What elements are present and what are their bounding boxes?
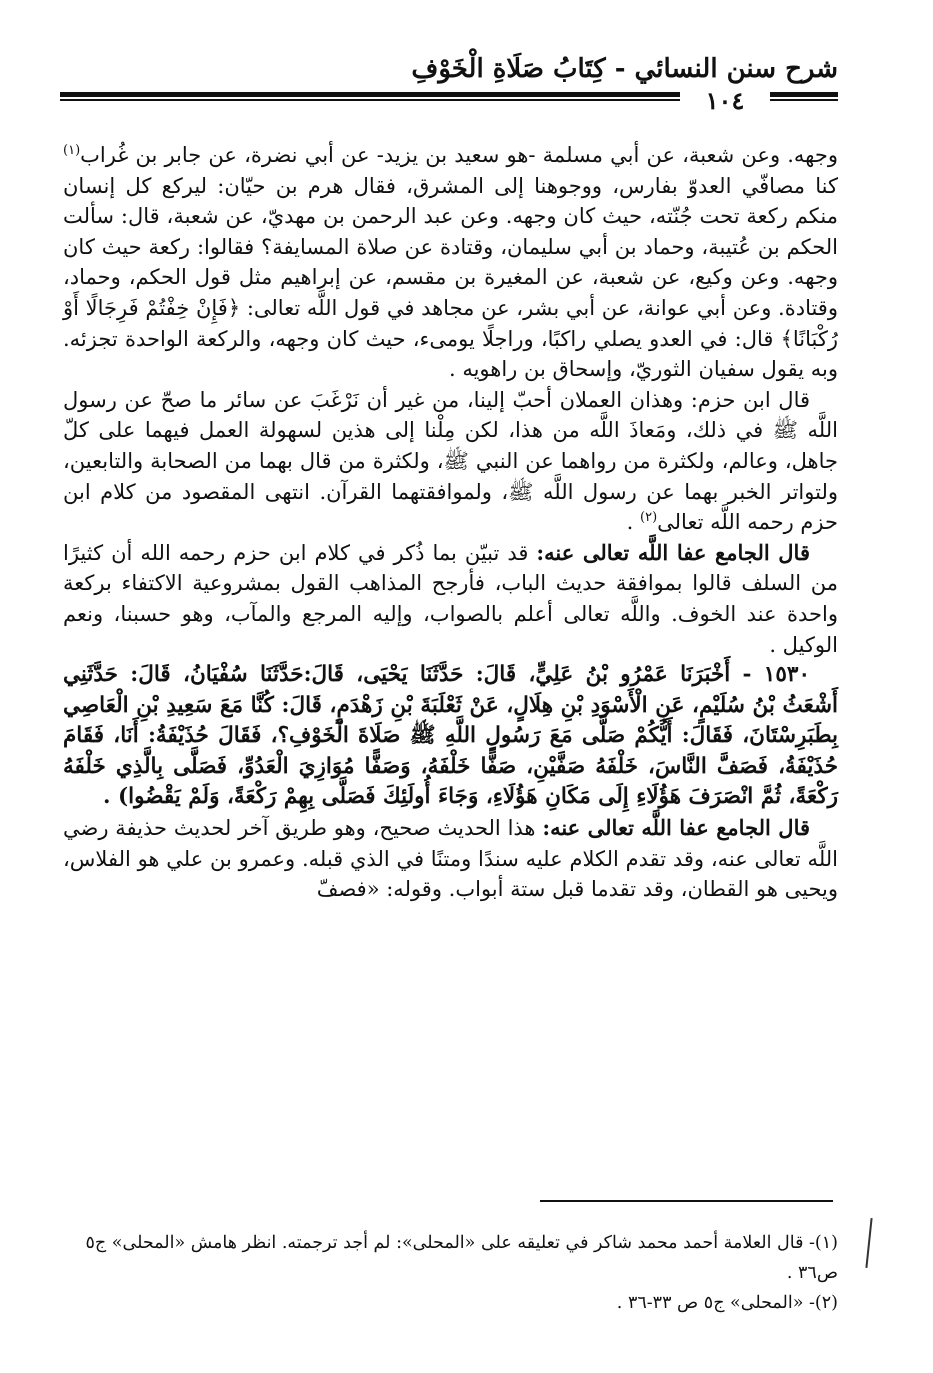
paragraph-1-text: وجهه. وعن شعبة، عن أبي مسلمة -هو سعيد بن يزيد- عن أبي نضرة، عن جابر بن غُراب: [80, 143, 838, 167]
paragraph-2-text: قال ابن حزم: وهذان العملان أحبّ إلينا، من غير أن نَرْغَبَ عن سائر ما صحّ عن رسول اللَّه ﷺ في ذلك، ومَعاذَ اللَّه من هذا، لكن مِلْنا إلى هذين لسهولة العمل فيهما على كلّ جاهل، وعالم، ولكثرة من رواهما عن النبي ﷺ، ولكثرة من قال بهما من الصحابة والتابعين، ولتواتر الخبر بهما عن رسول اللَّه ﷺ، ولموافقتهما القرآن. انتهى المقصود من كلام ابن حزم رحمه اللَّه تعالى: [63, 387, 838, 535]
paragraph-1-rest: كنا مصافّي العدوّ بفارس، ووجوهنا إلى المشرق، فقال هرم بن حيّان: ليركع كل إنسان منكم ركعة تحت جُنّته، حيث كان وجهه. وعن عبد الرحمن بن مهديّ، عن شعبة، قال: سألت الحكم بن عُتيبة، وحماد بن أبي سليمان، وقتادة عن صلاة المسايفة؟ فقالوا: ركعة حيث كان وجهه. وعن وكيع، عن شعبة، عن المغيرة بن مقسم، عن إبراهيم مثل قول الحكم، وحماد، وقتادة. وعن أبي عوانة، عن أبي بشر، عن مجاهد في قول اللَّه تعالى: ﴿فَإِنْ خِفْتُمْ فَرِجَالًا أَوْ رُكْبَانًا﴾ قال: في العدو يصلي راكبًا، وراجلًا يومىء، حيث كان وجهه، والركعة الواحدة تجزئه. وبه يقول سفيان الثوريّ، وإسحاق بن راهويه .: [63, 173, 838, 382]
paragraph-4: [63, 813, 838, 905]
paragraph-1: [63, 140, 838, 385]
hadith-number: ١٥٣٠: [763, 662, 810, 688]
paragraph-2: [63, 385, 838, 538]
paragraph-3-text: قد تبيّن بما ذُكر في كلام ابن حزم رحمه الله أن كثيرًا من السلف قالوا بموافقة حديث الباب، فأرجح المذاهب القول بمشروعية الاكتفاء بركعة واحدة عند الخوف. واللَّه تعالى أعلم بالصواب، وإليه المرجع والمآب، وهو حسبنا، ونعم الوكيل .: [63, 540, 838, 657]
footnote-ref-1: (١): [63, 143, 81, 158]
page-number: ١٠٤: [680, 88, 770, 114]
compiler-lead-2: قال الجامع عفا اللَّه تعالى عنه:: [542, 815, 811, 841]
footnote-2: (٢)- «المحلى» ج٥ ص ٣٣-٣٦ .: [616, 1293, 838, 1313]
paragraph-3: [63, 538, 838, 660]
footnote-1: (١)- قال العلامة أحمد محمد شاكر في تعليقه على «المحلى»: لم أجد ترجمته. انظر هامش «المحلى» ج٥ ص٣٦ .: [85, 1233, 838, 1283]
main-text: [63, 140, 838, 905]
hadith-body: - أَخْبَرَنَا عَمْرُو بْنُ عَلِيٍّ، قَالَ: حَدَّثَنَا يَحْيَى، قَالَ:حَدَّثَنَا سُفْيَانُ، قَالَ: حَدَّثَنِي أَشْعَثُ بْنُ سُلَيْمٍ، عَنِ الْأَسْوَدِ بْنِ هِلَالٍ، عَنْ ثَعْلَبَةَ بْنِ زَهْدَمٍ، قَالَ: كُنَّا مَعَ سَعِيدِ بْنِ الْعَاصِي بِطَبَرِسْتَانَ، فَقَالَ: أَيُّكُمْ صَلَّى مَعَ رَسُولِ اللَّهِ ﷺ صَلَاةَ الْخَوْفِ؟، فَقَالَ حُذَيْفَةُ: أَنَا، فَقَامَ حُذَيْفَةُ، فَصَفَّ النَّاسَ، خَلْفَهُ صَفَّيْنِ، صَفًّا خَلْفَهُ، وَصَفًّا مُوَازِيَ الْعَدُوِّ، فَصَلَّى بِالَّذِي خَلْفَهُ رَكْعَةً، ثُمَّ انْصَرَفَ هَؤُلَاءِ إِلَى مَكَانِ هَؤُلَاءِ، وَجَاءَ أُولَئِكَ فَصَلَّى بِهِمْ رَكْعَةً، وَلَمْ يَقْضُوا) .: [63, 662, 838, 810]
compiler-lead-1: قال الجامع عفا اللَّه تعالى عنه:: [536, 539, 810, 565]
margin-mark: [865, 1218, 872, 1268]
paragraph-4-text: هذا الحديث صحيح، وهو طريق آخر لحديث حذيفة رضي اللَّه تعالى عنه، وقد تقدم الكلام عليه سندًا ومتنًا في الذي قبله. وعمرو بن علي هو الفلاس، ويحيى هو القطان، وقد تقدما قبل ستة أبواب. وقوله: «فصفّ: [63, 816, 838, 902]
page-number-rule-thin: [778, 99, 838, 101]
footnote-separator: [540, 1200, 833, 1202]
hadith-text: [63, 660, 838, 813]
page-number-rule-thick: [778, 92, 838, 97]
footnotes: [63, 1228, 838, 1318]
header-title: شرح سنن النسائي - كِتَابُ صَلَاةِ الْخَوْفِ: [411, 54, 838, 84]
footnote-ref-2: (٢): [640, 510, 658, 526]
paragraph-2-end: .: [626, 510, 641, 535]
